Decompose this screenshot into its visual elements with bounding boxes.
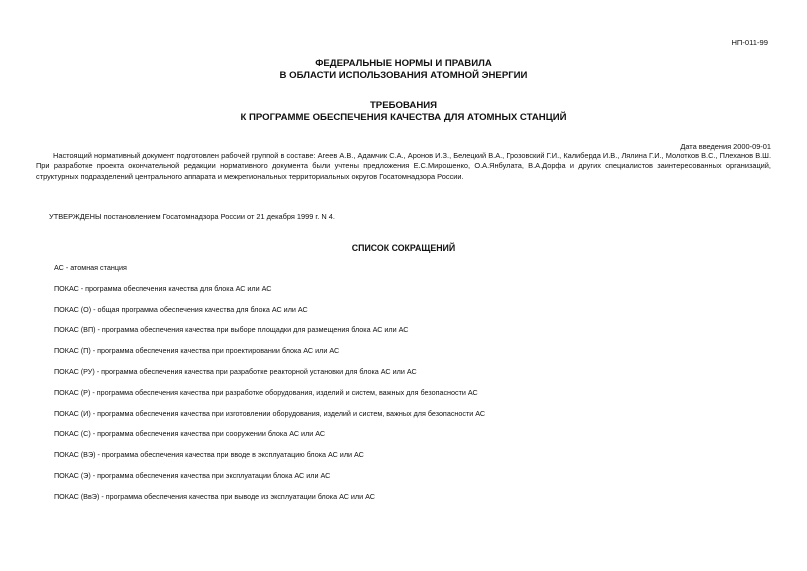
abbreviation-item: ПОКАС (ВП) - программа обеспечения качества при выборе площадки для размещения блока АС или АС xyxy=(54,325,409,335)
abbreviation-item: АС - атомная станция xyxy=(54,263,127,272)
abbreviation-item: ПОКАС (Э) - программа обеспечения качества при эксплуатации блока АС или АС xyxy=(54,470,331,480)
abbreviation-item: ПОКАС (Р) - программа обеспечения качества при разработке оборудования, изделий и систем, важных для безопасности АС xyxy=(54,387,478,397)
abbreviation-item: ПОКАС (ВЭ) - программа обеспечения качества при вводе в эксплуатацию блока АС или АС xyxy=(54,450,364,460)
document-title xyxy=(0,100,807,123)
abbreviation-item: ПОКАС (С) - программа обеспечения качества при сооружении блока АС или АС xyxy=(54,429,326,439)
abbreviation-item: ПОКАС - программа обеспечения качества для блока АС или АС xyxy=(54,283,272,293)
federal-rules-heading-line1: ФЕДЕРАЛЬНЫЕ НОРМЫ И ПРАВИЛА xyxy=(315,58,492,69)
federal-rules-heading-line2: В ОБЛАСТИ ИСПОЛЬЗОВАНИЯ АТОМНОЙ ЭНЕРГИИ xyxy=(279,69,528,81)
abbreviations-list xyxy=(54,263,485,513)
abbreviations-title: СПИСОК СОКРАЩЕНИЙ xyxy=(351,243,456,253)
abbreviation-item: ПОКАС (РУ) - программа обеспечения качества при разработке реакторной установки для блока АС или АС xyxy=(54,366,417,376)
document-code: НП-011-99 xyxy=(731,38,768,47)
abbreviation-item: ПОКАС (И) - программа обеспечения качества при изготовлении оборудования, изделий и систем, важных для безопасности АС xyxy=(54,408,486,418)
effective-date: Дата введения 2000-09-01 xyxy=(680,142,771,151)
document-title-line2: К ПРОГРАММЕ ОБЕСПЕЧЕНИЯ КАЧЕСТВА ДЛЯ АТОМНЫХ СТАНЦИЙ xyxy=(240,111,567,123)
federal-rules-heading xyxy=(0,58,807,81)
intro-paragraph: Настоящий нормативный документ подготовлен рабочей группой в составе: Агеев А.В., Адамчик С.А., Аронов И.З., Белецкий В.А., Грозовский Г.И., Калиберда И.В., Лялина Г.И., Молотков В.С., Плеханов В.Ш. При разработке проекта окончательной редакции нормативного документа были учтены предложения Е.С.Мирошенко, О.А.Янбулата, В.А.Дорфа и других специалистов заинтересованных организаций, структурных подразделений центрального аппарата и межрегиональных территориальных округов Госатомнадзора России. xyxy=(36,151,771,181)
document-title-line1: ТРЕБОВАНИЯ xyxy=(369,100,438,111)
abbreviation-item: ПОКАС (О) - общая программа обеспечения качества для блока АС или АС xyxy=(54,304,308,314)
approval-statement: УТВЕРЖДЕНЫ постановлением Госатомнадзора России от 21 декабря 1999 г. N 4. xyxy=(49,212,335,221)
abbreviation-item: ПОКАС (ВвЭ) - программа обеспечения качества при выводе из эксплуатации блока АС или АС xyxy=(54,491,375,501)
abbreviation-item: ПОКАС (П) - программа обеспечения качества при проектировании блока АС или АС xyxy=(54,346,340,356)
